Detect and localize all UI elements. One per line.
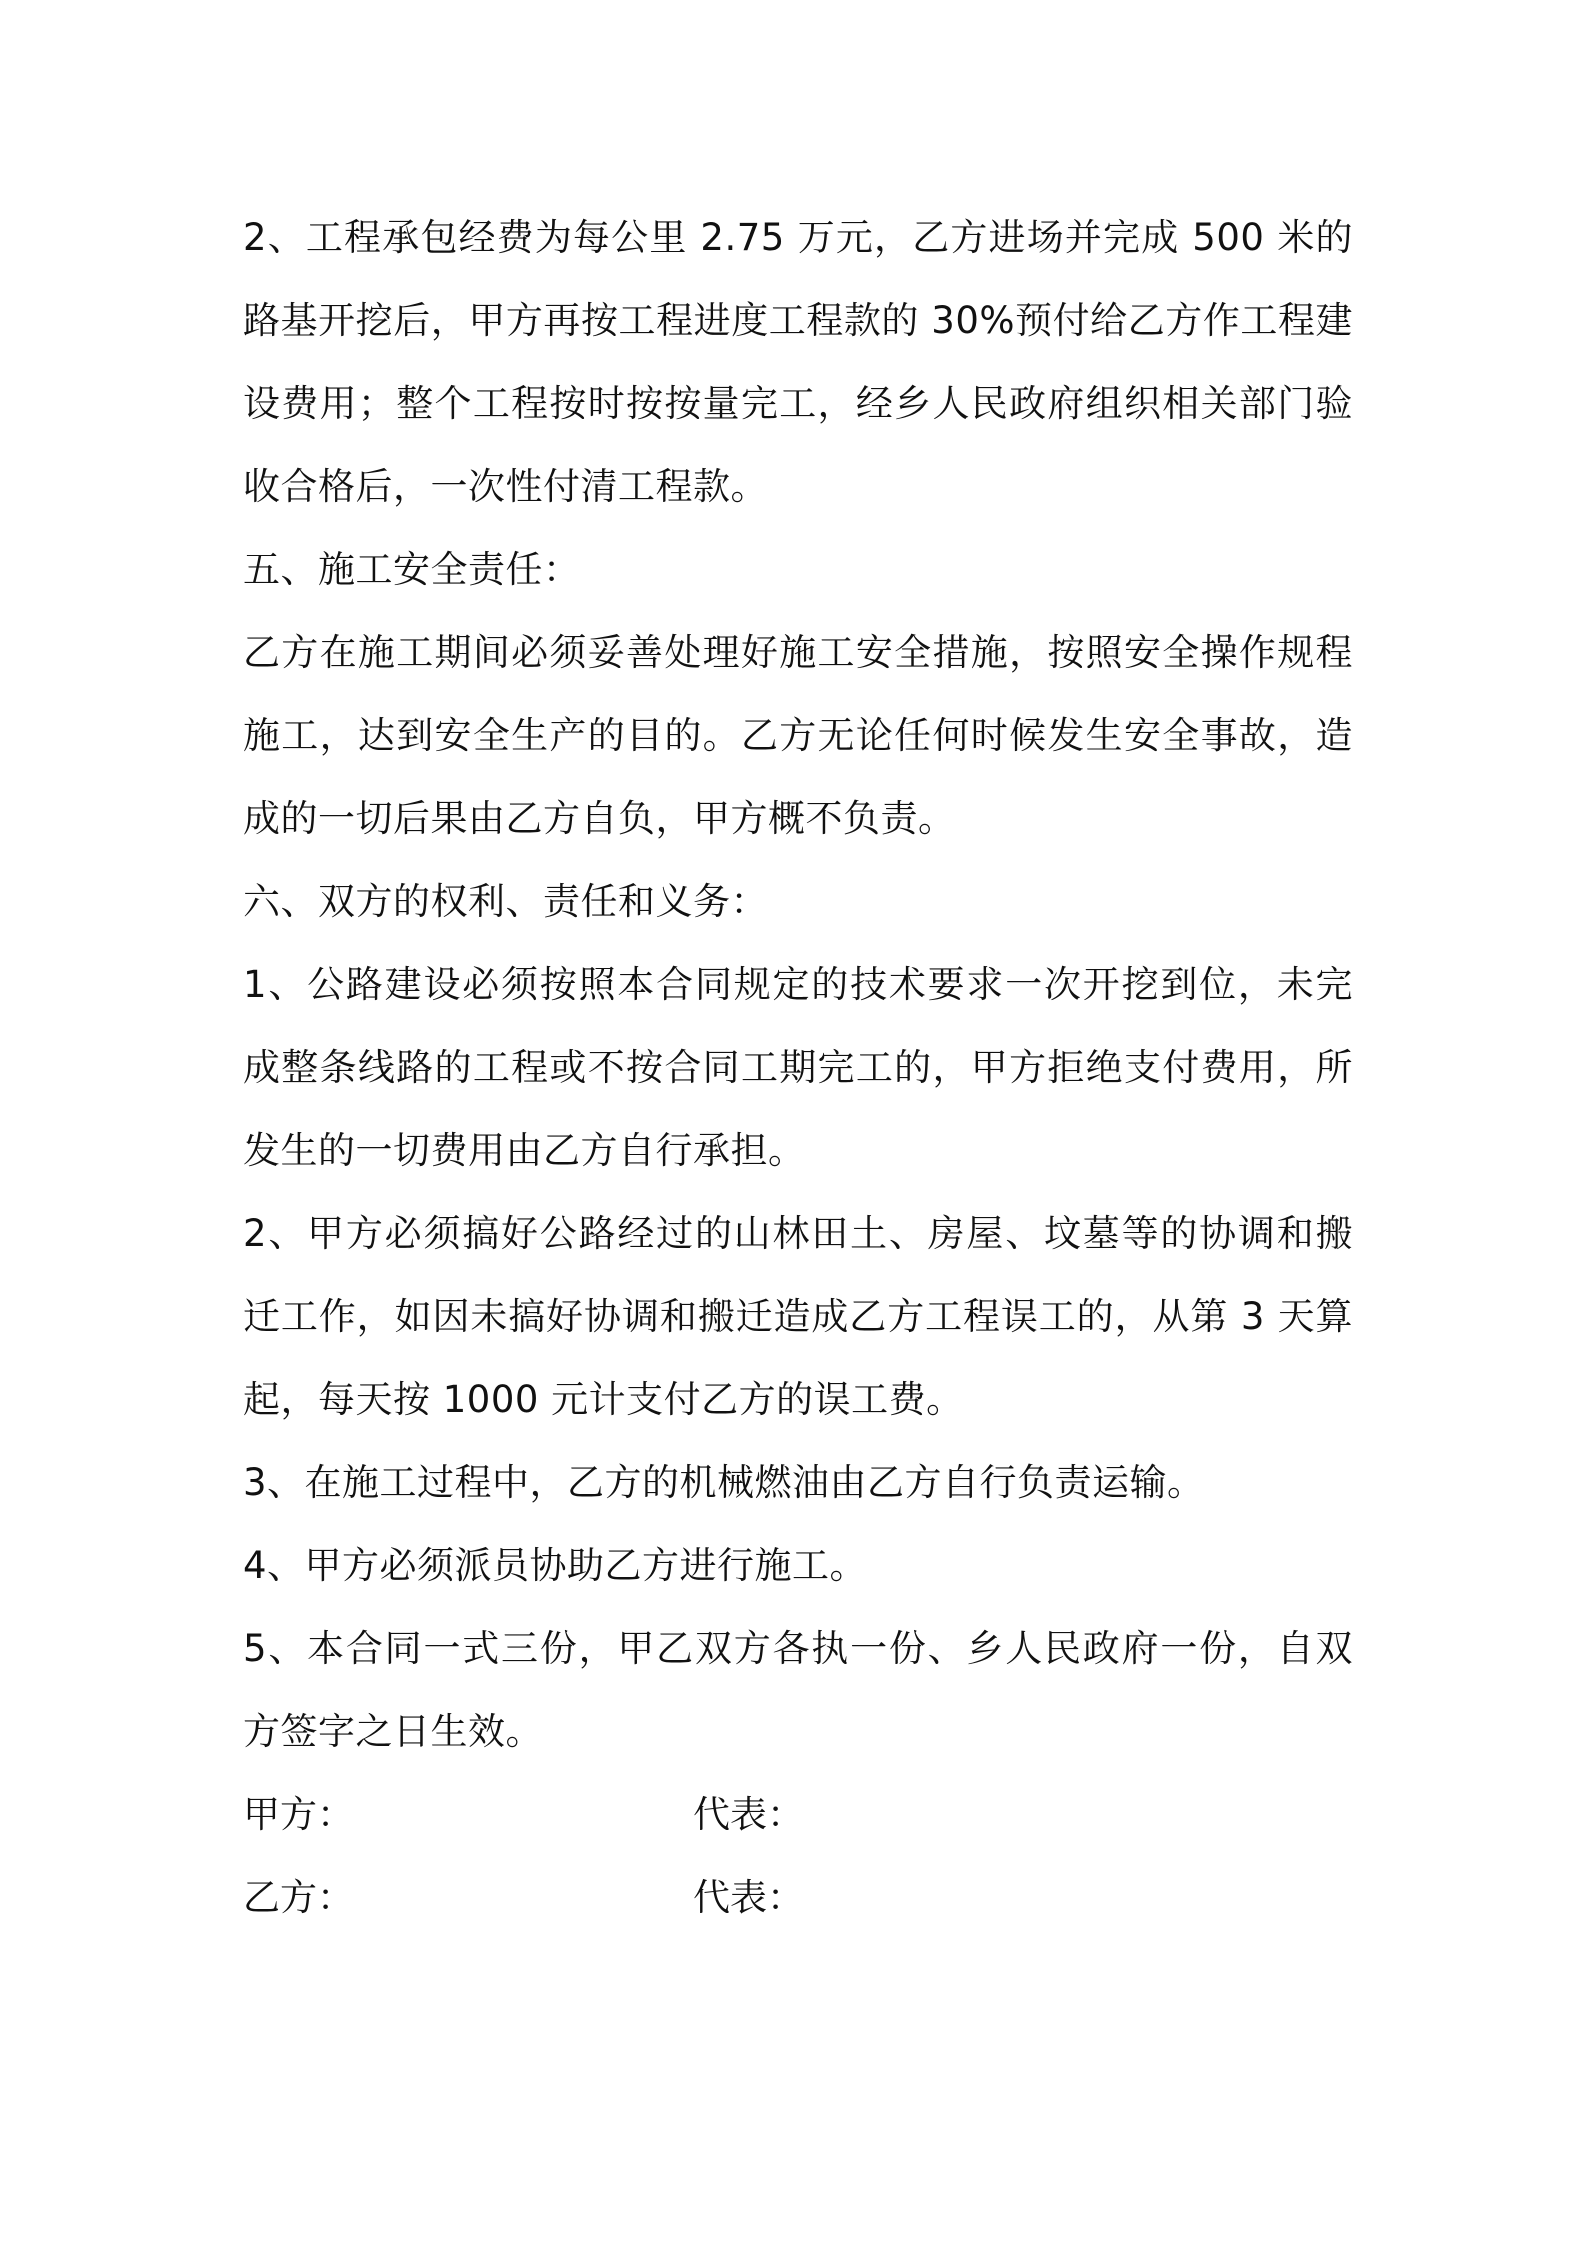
signature-row-party-a [243,1773,1353,1856]
signature-row-party-b [243,1856,1353,1939]
party-a-representative-label: 代表： [693,1793,804,1836]
party-a-label: 甲方： [243,1793,354,1836]
section-heading-safety: 五、施工安全责任： [243,548,581,591]
clause-rights-1: 1、公路建设必须按照本合同规定的技术要求一次开挖到位，未完成整条线路的工程或不按合同工期完工的，甲方拒绝支付费用，所发生的一切费用由乙方自行承担。 [243,963,1353,1172]
party-b-representative-label: 代表： [693,1876,804,1919]
party-b-label: 乙方： [243,1876,354,1919]
clause-rights-5: 5、本合同一式三份，甲乙双方各执一份、乡人民政府一份，自双方签字之日生效。 [243,1627,1353,1753]
section-heading-rights: 六、双方的权利、责任和义务： [243,880,768,923]
clause-rights-4: 4、甲方必须派员协助乙方进行施工。 [243,1544,868,1587]
clause-rights-2: 2、甲方必须搞好公路经过的山林田土、房屋、坟墓等的协调和搬迁工作，如因未搞好协调和搬迁造成乙方工程误工的，从第 3 天算起，每天按 1000 元计支付乙方的误工费。 [243,1212,1353,1421]
clause-rights-3: 3、在施工过程中，乙方的机械燃油由乙方自行负责运输。 [243,1461,1205,1504]
clause-payment: 2、工程承包经费为每公里 2.75 万元，乙方进场并完成 500 米的路基开挖后，甲方再按工程进度工程款的 30%预付给乙方作工程建设费用；整个工程按时按按量完工，经乡人民政府组织相关部门验收合格后，一次性付清工程款。 [243,216,1353,508]
clause-safety: 乙方在施工期间必须妥善处理好施工安全措施，按照安全操作规程施工，达到安全生产的目的。乙方无论任何时候发生安全事故，造成的一切后果由乙方自负，甲方概不负责。 [243,631,1353,840]
document-page [243,196,1353,1939]
